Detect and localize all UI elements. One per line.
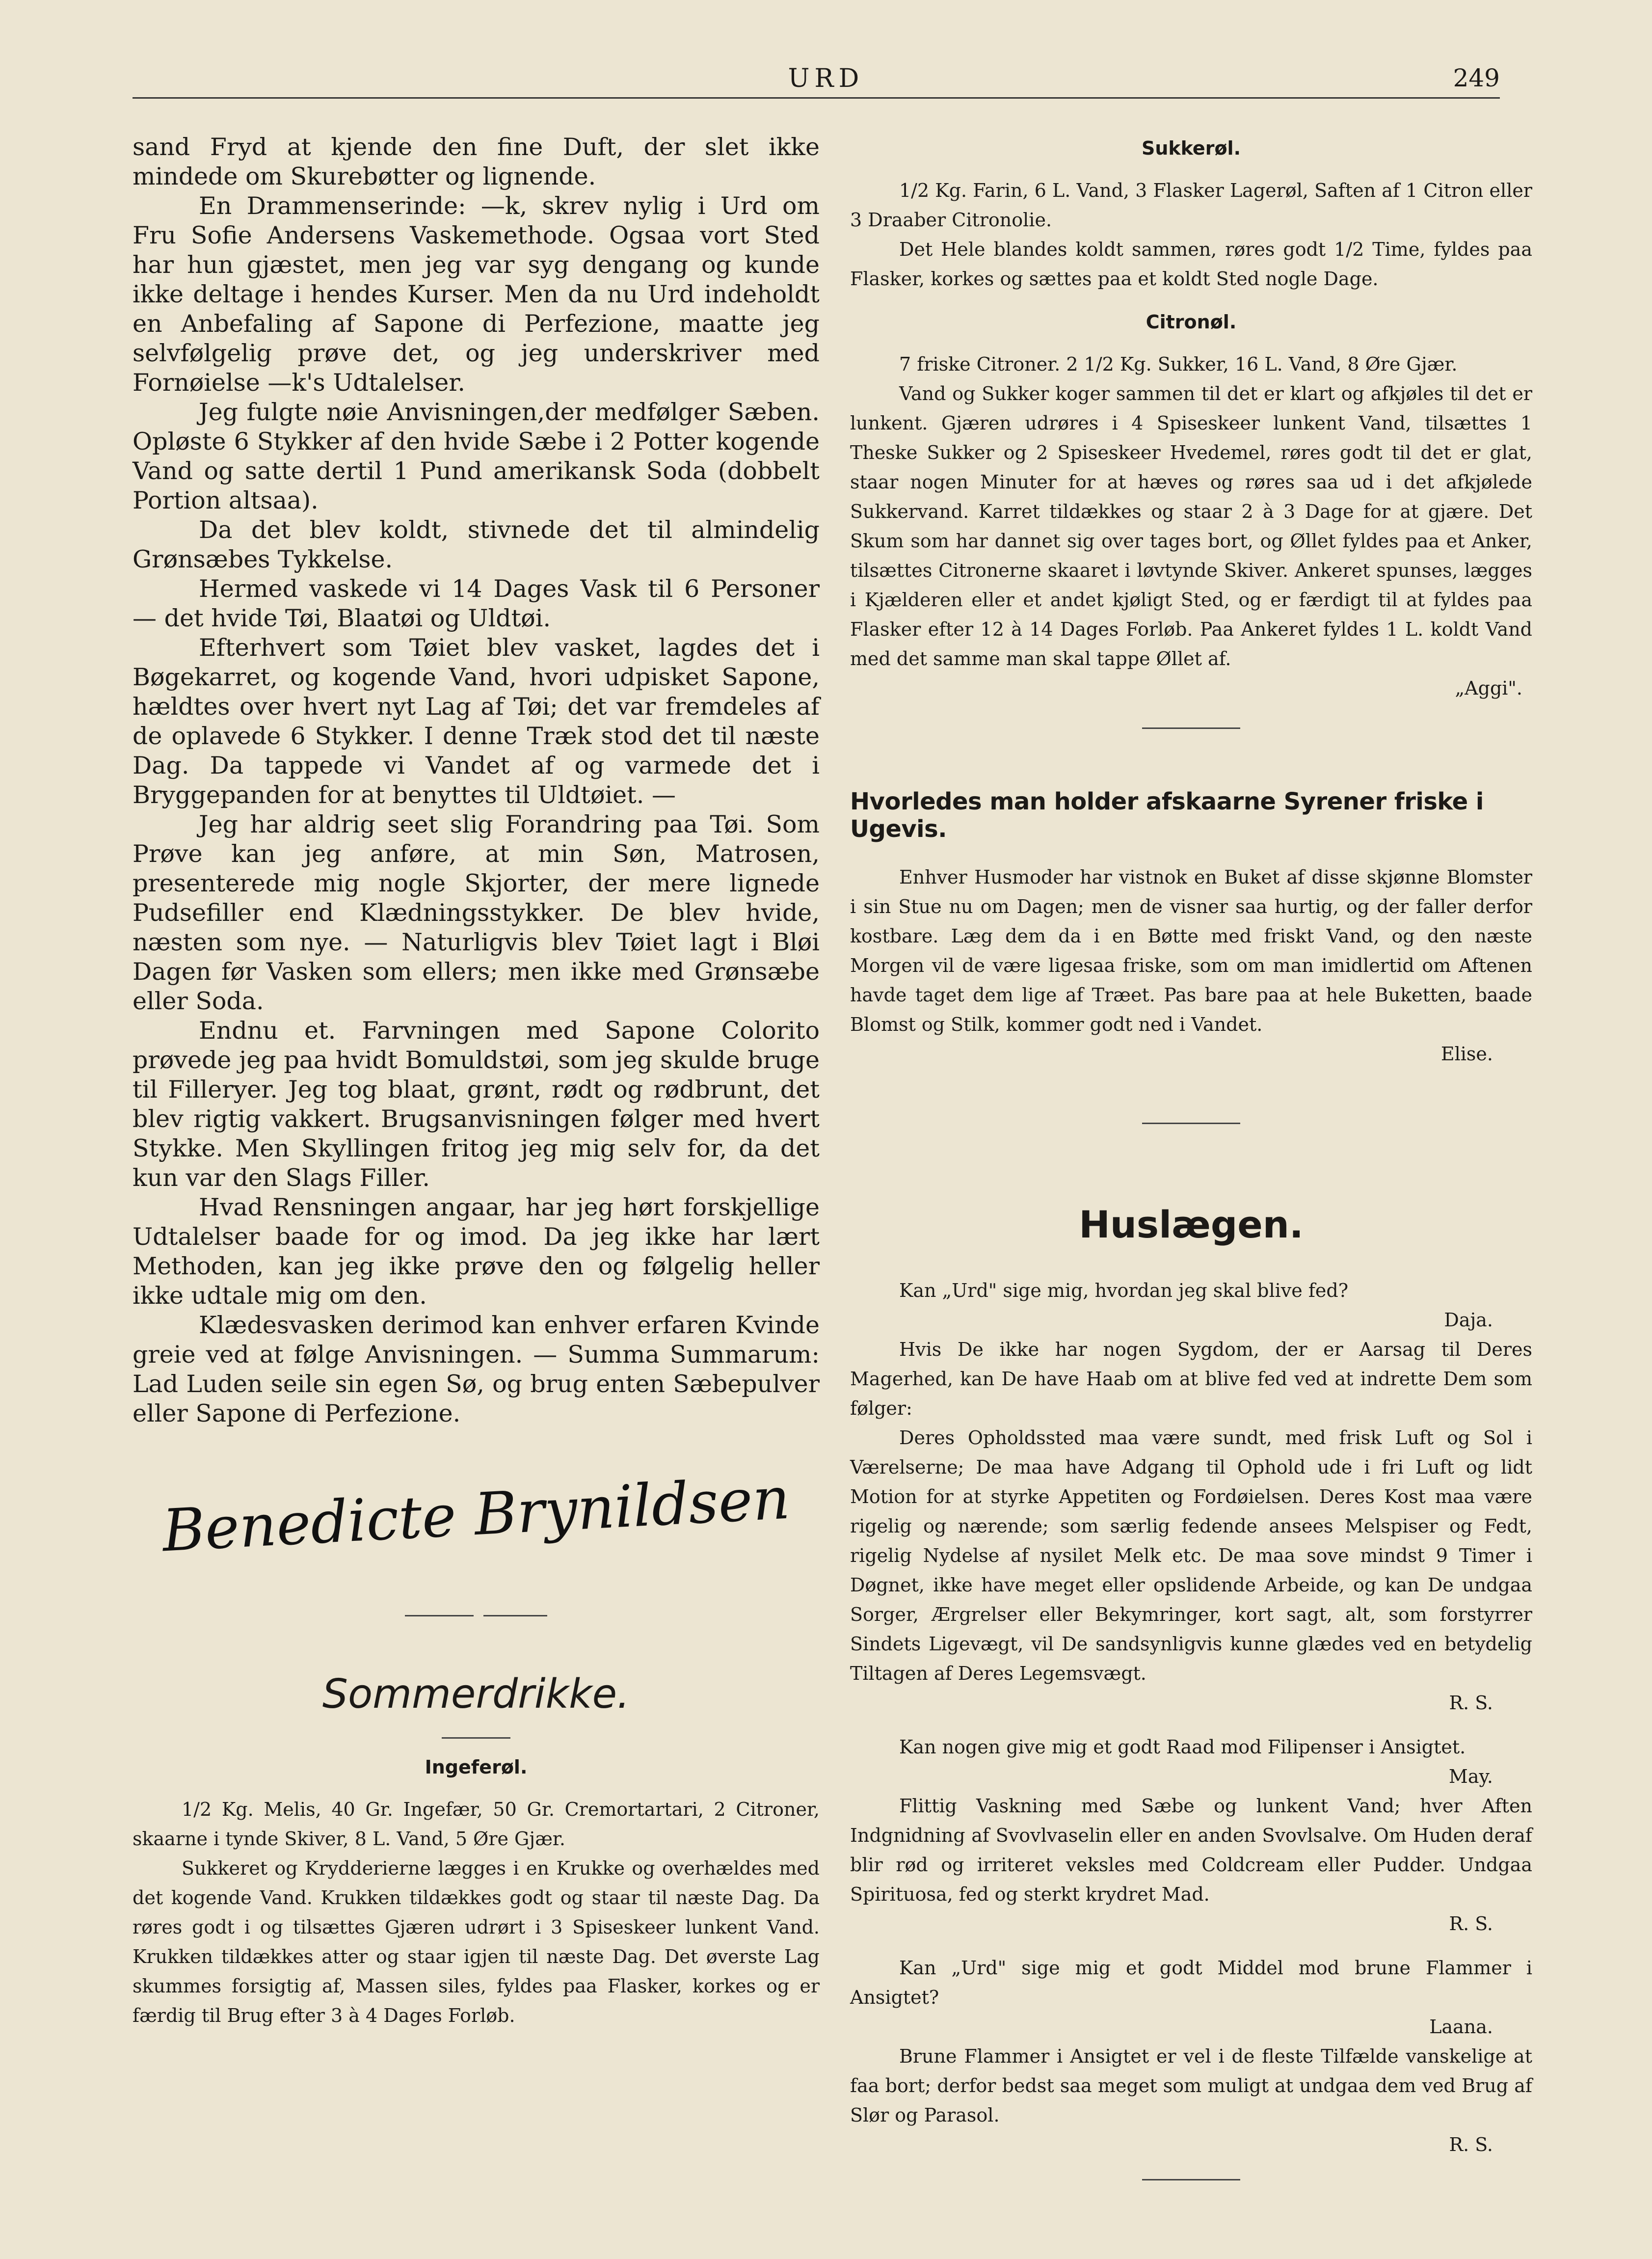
recipe-title-sukkerol: Sukkerøl. — [1141, 137, 1241, 159]
question: Kan „Urd" sige mig, hvordan jeg skal blive fed? — [899, 1280, 1349, 1301]
question: Kan „Urd" sige mig et godt Middel mod brune Flammer i Ansigtet? — [850, 1957, 1532, 2008]
paragraph: Efterhvert som Tøiet blev vasket, lagdes det i Bøgekarret, og kogende Vand, hvori udpisket Sapone, hældtes over hvert nyt Lag af Tøi; det var fremdeles af de oplavede 6 Stykker. I denne Træk stod det til næste Dag. Da tappede vi Vandet af og varmede det i Bryggepanden for at benyttes til Uldtøiet. — — [133, 634, 820, 809]
section-title-syrener: Hvorledes man holder afskaarne Syrener friske i Ugevis. — [850, 788, 1484, 843]
qa-item — [850, 1276, 1532, 1718]
end-divider — [1142, 2179, 1240, 2180]
paragraph: Jeg har aldrig seet slig Forandring paa Tøi. Som Prøve kan jeg anføre, at min Søn, Matrosen, presenterede mig nogle Skjorter, der mere lignede Pudsefiller end Klædningsstykker. De blev hvide, næsten som nye. — Naturligvis blev Tøiet lagt i Bløi Dagen før Vasken som ellers; men ikke med Grønsæbe eller Soda. — [133, 810, 820, 1015]
section-divider — [1142, 1123, 1240, 1124]
qa-item — [850, 1732, 1532, 1938]
paragraph: Endnu et. Farvningen med Sapone Colorito prøvede jeg paa hvidt Bomuldstøi, som jeg skulde bruge til Filleryer. Jeg tog blaat, grønt, rødt og rødbrunt, det blev rigtig vakkert. Brugsanvisningen følger med hvert Stykke. Men Skyllingen fritog jeg mig selv for, da det kun var den Slags Filler. — [133, 1017, 820, 1192]
qa-list — [850, 1276, 1532, 2159]
section-title-sommerdrikke: Sommerdrikke. — [322, 1671, 630, 1718]
paragraph: Hermed vaskede vi 14 Dages Vask til 6 Personer — det hvide Tøi, Blaatøi og Uldtøi. — [133, 575, 820, 632]
question-author: May. — [1448, 1766, 1493, 1787]
paragraph: Det Hele blandes koldt sammen, røres godt 1/2 Time, fyldes paa Flasker, korkes og sættes paa et koldt Sted nogle Dage. — [850, 239, 1532, 290]
letter-body — [133, 133, 820, 1428]
recipe-body-citronol — [850, 350, 1532, 673]
answer-author: R. S. — [1449, 2134, 1493, 2155]
paragraph: Vand og Sukker koger sammen til det er klart og afkjøles til det er lunkent. Gjæren udrøres i 4 Spiseskeer lunkent Vand, tilsættes 1 Theske Sukker og 2 Spiseskeer Hvedemel, røres godt til det er glat, staar nogen Minuter for at hæves og røres saa ud i det afkjølede Sukkervand. Karret tildækkes og staar 2 à 3 Dage for at gjære. Det Skum som har dannet sig over tages bort, og Øllet fyldes paa et Anker, tilsættes Citronerne skaaret i løvtynde Skiver. Ankeret spunses, lægges i Kjælderen eller et andet kjøligt Sted, og er færdigt til at fyldes paa Flasker efter 12 à 14 Dages Forløb. Paa Ankeret fyldes 1 L. koldt Vand med det samme man skal tappe Øllet af. — [850, 383, 1532, 670]
paragraph: Enhver Husmoder har vistnok en Buket af disse skjønne Blomster i sin Stue nu om Dagen; men de visner saa hurtig, og der faller derfor kostbare. Læg dem da i en Bøtte med friskt Vand, og den næste Morgen vil de være ligesaa friske, som om man imidlertid om Aftenen havde taget dem lige af Træet. Pas bare paa at hele Buketten, baade Blomst og Stilk, kommer godt ned i Vandet. — [850, 866, 1532, 1035]
recipe-body-ingeferol — [133, 1795, 820, 2030]
answer: Deres Opholdssted maa være sundt, med frisk Luft og Sol i Værelserne; De maa have Adgang til Ophold ude i fri Luft og lidt Motion for at styrke Appetiten og Fordøielsen. Deres Kost maa være rigelig og nærende; som særlig fedende ansees Melspiser og Fedt, rigelig Nydelse af nysilet Melk etc. De maa sove mindst 9 Timer i Døgnet, ikke have meget eller opslidende Arbeide, og kan De undgaa Sorger, Ærgrelser eller Bekymringer, kort sagt, alt, som forstyrrer Sindets Ligevægt, vil De sandsynligvis kunne glædes ved en betydelig Tiltagen af Deres Legemsvægt. — [850, 1427, 1532, 1684]
title-divider — [442, 1737, 510, 1739]
header-rule — [133, 97, 1500, 99]
page-number: 249 — [1453, 64, 1500, 92]
paragraph: Hvad Rensningen angaar, har jeg hørt forskjellige Udtalelser baade for og imod. Da jeg ikke har lært Methoden, kan jeg ikke prøve den og følgelig heller ikke udtale mig om den. — [133, 1193, 820, 1310]
section-title-huslaegen: Huslægen. — [1079, 1203, 1304, 1246]
question: Kan nogen give mig et godt Raad mod Filipenser i Ansigtet. — [899, 1736, 1466, 1758]
answer: Brune Flammer i Ansigtet er vel i de fleste Tilfælde vanskelige at faa bort; derfor bedst saa meget som muligt at undgaa dem ved Brug af Slør og Parasol. — [850, 2045, 1532, 2126]
recipe-title-ingeferol: Ingeferøl. — [425, 1756, 528, 1778]
paragraph: 1/2 Kg. Melis, 40 Gr. Ingefær, 50 Gr. Cremortartari, 2 Citroner, skaarne i tynde Skiver, 8 L. Vand, 5 Øre Gjær. — [133, 1799, 820, 1850]
section-divider — [1142, 727, 1240, 729]
section-divider — [405, 1615, 547, 1617]
running-title: URD — [788, 64, 864, 93]
qa-item — [850, 1953, 1532, 2159]
answer-author: R. S. — [1449, 1913, 1493, 1935]
paragraph: Klædesvasken derimod kan enhver erfaren Kvinde greie ved at følge Anvisningen. — Summa Summarum: Lad Luden seile sin egen Sø, og brug enten Sæbepulver eller Sapone di Perfezione. — [133, 1311, 820, 1427]
paragraph: Jeg fulgte nøie Anvisningen,der medfølger Sæben. Opløste 6 Stykker af den hvide Sæbe i 2 Potter kogende Vand og satte dertil 1 Pund amerikansk Soda (dobbelt Portion altsaa). — [133, 398, 820, 514]
syrener-signature: Elise. — [1440, 1043, 1493, 1065]
paragraph: Da det blev koldt, stivnede det til almindelig Grønsæbes Tykkelse. — [133, 516, 820, 573]
handwritten-signature: Benedicte Brynildsen — [160, 1464, 792, 1565]
recipe-body-sukkerol — [850, 176, 1532, 294]
paragraph: 7 friske Citroner. 2 1/2 Kg. Sukker, 16 L. Vand, 8 Øre Gjær. — [899, 353, 1458, 375]
answer-author: R. S. — [1449, 1692, 1493, 1714]
question-author: Laana. — [1429, 2016, 1493, 2038]
paragraph: sand Fryd at kjende den fine Duft, der slet ikke mindede om Skurebøtter og lignende. — [133, 133, 820, 190]
paragraph: Sukkeret og Krydderierne lægges i en Krukke og overhældes med det kogende Vand. Krukken tildækkes godt og staar til næste Dag. Da røres godt i og tilsættes Gjæren udrørt i 3 Spiseskeer lunkent Vand. Krukken tildækkes atter og staar igjen til næste Dag. Det øverste Lag skummes forsigtig af, Massen siles, fyldes paa Flasker, korkes og er færdig til Brug efter 3 à 4 Dages Forløb. — [133, 1857, 820, 2026]
left-column — [133, 133, 820, 2030]
right-column — [850, 133, 1532, 2180]
answer: Hvis De ikke har nogen Sygdom, der er Aarsag til Deres Magerhed, kan De have Haab om at blive fed ved at indrette Dem som følger: — [850, 1339, 1532, 1419]
syrener-body — [850, 862, 1532, 1039]
answer: Flittig Vaskning med Sæbe og lunkent Vand; hver Aften Indgnidning af Svovlvaselin eller en anden Svovlsalve. Om Huden deraf blir rød og irriteret veksles med Coldcream eller Pudder. Undgaa Spirituosa, fed og sterkt krydret Mad. — [850, 1795, 1532, 1905]
question-author: Daja. — [1444, 1309, 1493, 1331]
paragraph: En Drammenserinde: —k, skrev nylig i Urd om Fru Sofie Andersens Vaskemethode. Ogsaa vort Sted har hun gjæstet, men jeg var syg dengang og kunde ikke deltage i hendes Kurser. Men da nu Urd indeholdt en Anbefaling af Sapone di Perfezione, maatte jeg selvfølgelig prøve det, og jeg underskriver med Fornøielse —k's Udtalelser. — [133, 192, 820, 397]
page-header — [133, 64, 1519, 103]
paragraph: 1/2 Kg. Farin, 6 L. Vand, 3 Flasker Lagerøl, Saften af 1 Citron eller 3 Draaber Citronolie. — [850, 180, 1532, 231]
recipe-title-citronol: Citronøl. — [1146, 311, 1237, 333]
recipe-signature: „Aggi". — [1455, 677, 1522, 699]
